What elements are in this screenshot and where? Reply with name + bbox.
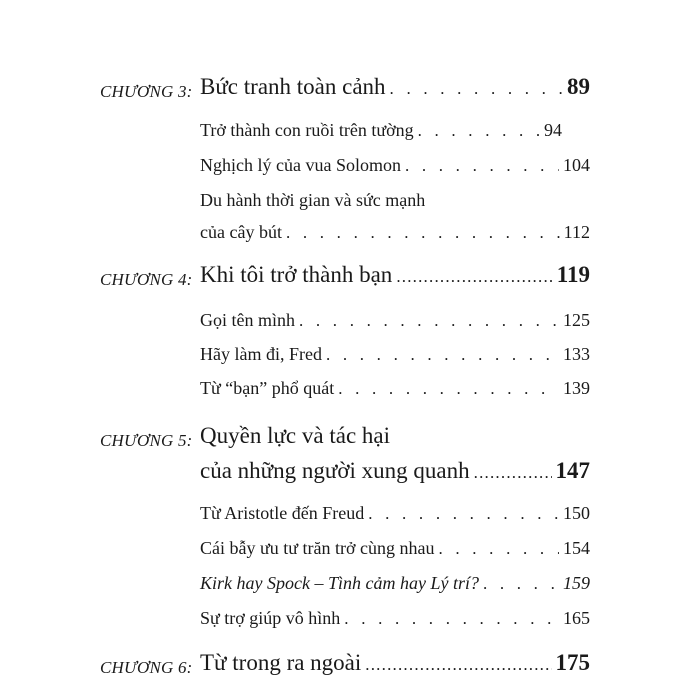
dot-leader bbox=[326, 345, 559, 365]
toc-entry bbox=[200, 155, 590, 176]
chapter-6-entry bbox=[200, 650, 590, 676]
dot-leader bbox=[405, 156, 559, 176]
section-page: 112 bbox=[563, 222, 590, 242]
section-title: Sự trợ giúp vô hình bbox=[200, 608, 341, 628]
chapter-5-entry bbox=[200, 458, 590, 484]
toc-entry bbox=[200, 573, 590, 594]
section-title: Từ “bạn” phổ quát bbox=[200, 378, 335, 398]
toc-entry bbox=[200, 120, 562, 141]
chapter-4-label: CHƯƠNG 4: bbox=[100, 270, 193, 289]
section-page: 154 bbox=[563, 538, 590, 558]
toc-entry bbox=[200, 310, 590, 331]
dot-leader bbox=[338, 379, 559, 399]
toc-entry bbox=[200, 538, 590, 559]
dot-leader bbox=[365, 655, 551, 675]
dot-leader bbox=[438, 539, 559, 559]
chapter-5-title: của những người xung quanh bbox=[200, 458, 470, 483]
section-title: Hãy làm đi, Fred bbox=[200, 344, 322, 364]
section-title: Từ Aristotle đến Freud bbox=[200, 503, 365, 523]
chapter-6-page: 175 bbox=[555, 650, 590, 675]
section-page: 165 bbox=[563, 608, 590, 628]
section-page: 94 bbox=[544, 120, 562, 140]
section-page: 150 bbox=[563, 503, 590, 523]
toc-entry bbox=[200, 378, 590, 399]
section-title: Gọi tên mình bbox=[200, 310, 295, 330]
dot-leader bbox=[396, 267, 552, 287]
dot-leader bbox=[483, 574, 559, 594]
chapter-3-label: CHƯƠNG 3: bbox=[100, 82, 193, 101]
section-title: của cây bút bbox=[200, 222, 282, 242]
toc-entry bbox=[200, 344, 590, 365]
toc-entry bbox=[200, 222, 590, 243]
chapter-6-title: Từ trong ra ngoài bbox=[200, 650, 362, 675]
section-page: 139 bbox=[563, 378, 590, 398]
chapter-3-page: 89 bbox=[567, 74, 590, 99]
chapter-3-title: Bức tranh toàn cảnh bbox=[200, 74, 386, 99]
dot-leader bbox=[390, 79, 563, 99]
chapter-5-page: 147 bbox=[555, 458, 590, 483]
chapter-6-label: CHƯƠNG 6: bbox=[100, 658, 193, 677]
dot-leader bbox=[299, 311, 559, 331]
dot-leader bbox=[286, 223, 560, 243]
section-page: 125 bbox=[563, 310, 590, 330]
dot-leader bbox=[368, 504, 559, 524]
section-title: Kirk hay Spock – Tình cảm hay Lý trí? bbox=[200, 573, 479, 593]
section-title: Trở thành con ruồi trên tường bbox=[200, 120, 414, 140]
toc-entry-line1 bbox=[200, 190, 590, 211]
section-page: 133 bbox=[563, 344, 590, 364]
dot-leader bbox=[418, 121, 540, 141]
chapter-4-page: 119 bbox=[556, 262, 590, 287]
toc-entry bbox=[200, 503, 590, 524]
chapter-4-entry bbox=[200, 262, 590, 288]
section-title: Nghịch lý của vua Solomon bbox=[200, 155, 401, 175]
section-page: 159 bbox=[563, 573, 590, 593]
section-title: Cái bẫy ưu tư trăn trở cùng nhau bbox=[200, 538, 435, 558]
toc-entry bbox=[200, 608, 590, 629]
dot-leader bbox=[474, 463, 552, 483]
dot-leader bbox=[344, 609, 559, 629]
section-title-line1: Du hành thời gian và sức mạnh bbox=[200, 190, 426, 210]
chapter-3-entry bbox=[200, 74, 590, 100]
chapter-5-title-line1: Quyền lực và tác hại bbox=[200, 423, 390, 448]
chapter-5-entry-line1 bbox=[200, 423, 590, 449]
chapter-5-label: CHƯƠNG 5: bbox=[100, 431, 193, 450]
section-page: 104 bbox=[563, 155, 590, 175]
chapter-4-title: Khi tôi trở thành bạn bbox=[200, 262, 393, 287]
